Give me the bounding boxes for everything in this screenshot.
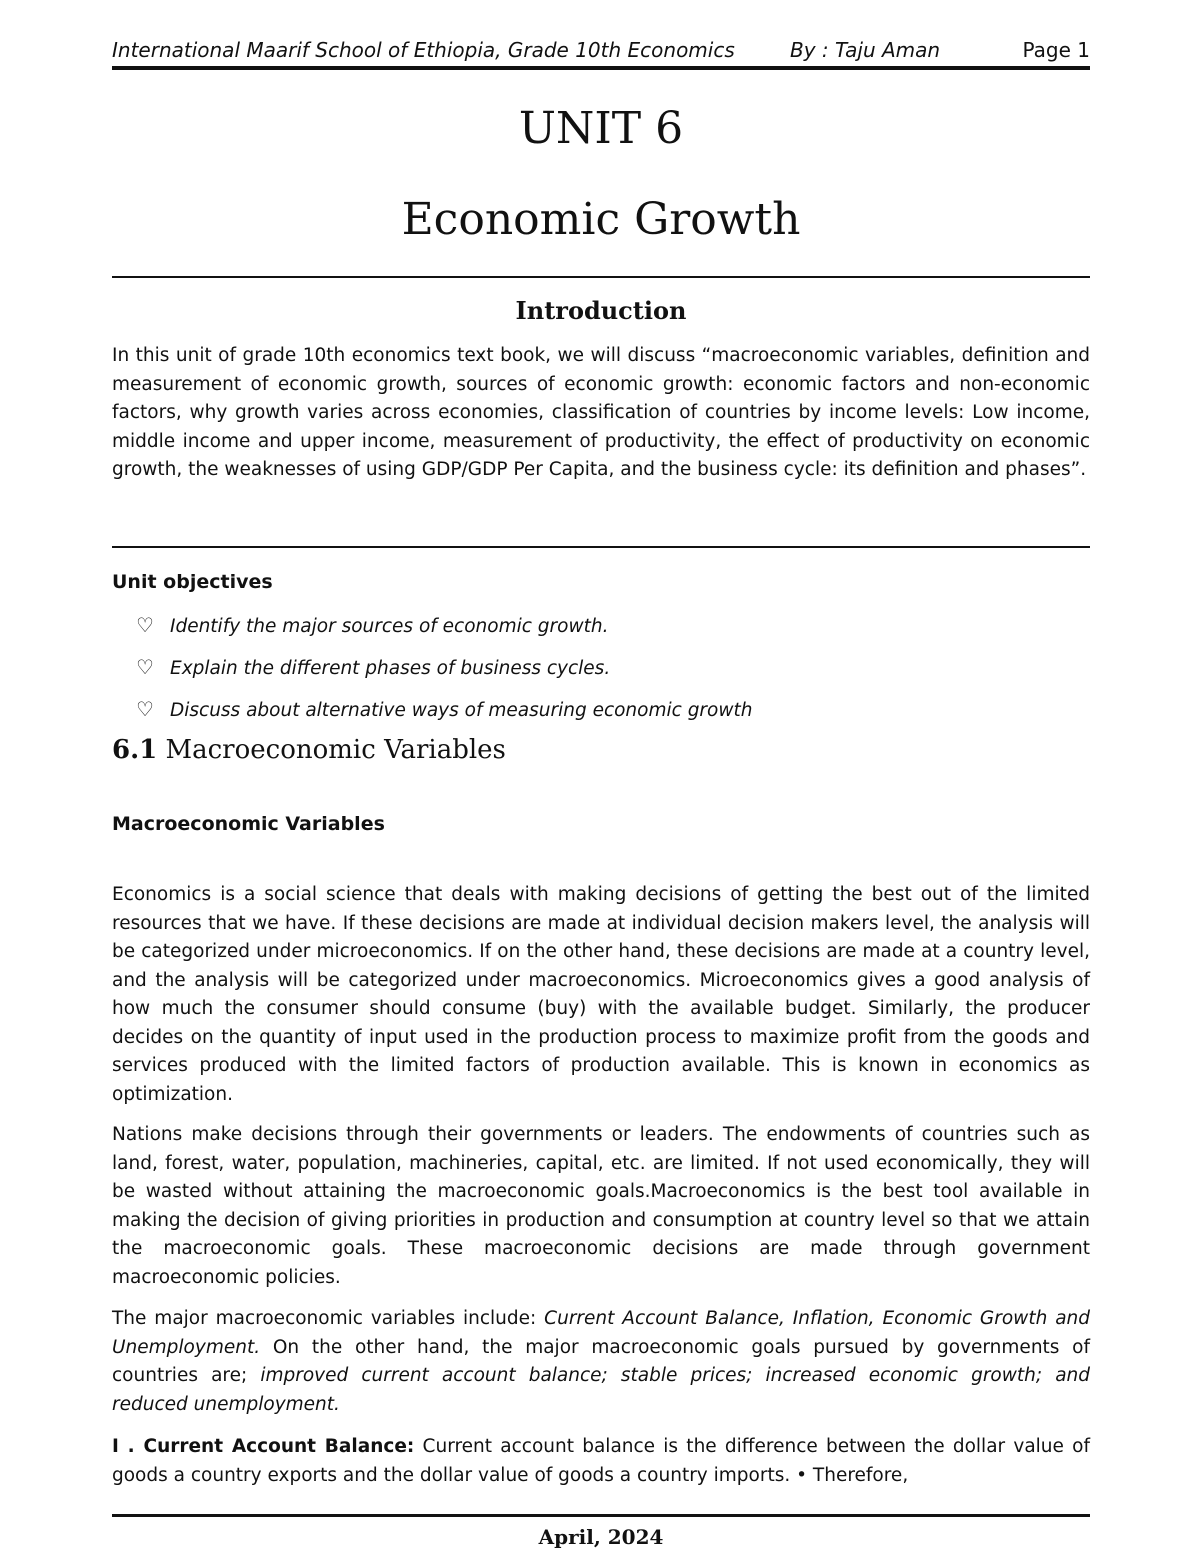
header-page-number: Page 1	[1022, 38, 1090, 62]
running-header	[112, 38, 1090, 68]
paragraph-middle-run: On the other hand, the major macroeconomic goals pursued by governments of countries are;	[112, 1336, 1090, 1386]
footer-date: April, 2024	[538, 1525, 664, 1549]
objective-item	[136, 652, 1086, 694]
variables-list: Current Account Balance, Inflation, Economic Growth and Unemployment.	[112, 1308, 1090, 1358]
objectives-heading: Unit objectives	[112, 571, 273, 593]
objective-item	[136, 694, 1086, 736]
goals-list: improved current account balance; stable prices; increased economic growth; and reduced unemployment.	[112, 1365, 1090, 1415]
paragraph-current-account	[112, 1433, 1090, 1490]
paragraph-macro-variables	[112, 1305, 1090, 1419]
section-heading	[112, 732, 506, 768]
current-account-label: I . Current Account Balance:	[112, 1436, 415, 1457]
paragraph-economics-definition: Economics is a social science that deals with making decisions of getting the best out of the limited resources that we have. If these decisions are made at individual decision makers level, the analysis will be categorized under microeconomics. If on the other hand, these decisions are made at a country level, and the analysis will be categorized under macroeconomics. Microeconomics gives a good analysis of how much the consumer should consume (buy) with the available budget. Similarly, the producer decides on the quantity of input used in the production process to maximize profit from the goods and services produced with the limited factors of production available. This is known in economics as optimization.	[112, 884, 1090, 1105]
header-author: By : Taju Aman	[790, 38, 941, 62]
section-title: Macroeconomic Variables	[165, 735, 506, 765]
section-number: 6.1	[112, 735, 158, 765]
paragraph-nations-decisions: Nations make decisions through their governments or leaders. The endowments of countries such as land, forest, water, population, machineries, capital, etc. are limited. If not used economically, they will be wasted without attaining the macroeconomic goals.Macroeconomics is the best tool available in making the decision of giving priorities in production and consumption at country level so that we attain the macroeconomic goals. These macroeconomic decisions are made through government macroeconomic policies.	[112, 1124, 1090, 1288]
heart-bullet-icon: ♡	[136, 655, 154, 679]
introduction-rule	[112, 546, 1090, 548]
objective-text: Explain the different phases of business cycles.	[170, 658, 611, 679]
current-account-text: Current account balance is the difference between the dollar value of goods a country exports and the dollar value of goods a country imports. • Therefore,	[112, 1436, 1090, 1486]
paragraph-intro-run: The major macroeconomic variables include:	[112, 1308, 545, 1329]
objective-text: Discuss about alternative ways of measuring economic growth	[170, 700, 753, 721]
header-school-course: International Maarif School of Ethiopia, Grade 10th Economics	[112, 38, 735, 62]
objective-text: Identify the major sources of economic growth.	[170, 616, 609, 637]
introduction-text: In this unit of grade 10th economics text book, we will discuss “macroeconomic variables, definition and measurement of economic growth, sources of economic growth: economic factors and non-economic factors, why growth varies across economies, classification of countries by income levels: Low income, middle income and upper income, measurement of productivity, the effect of productivity on economic growth, the weaknesses of using GDP/GDP Per Capita, and the business cycle: its definition and phases”.	[112, 345, 1090, 480]
header-rule	[112, 66, 1090, 70]
footer-rule	[112, 1514, 1090, 1517]
introduction-heading: Introduction	[515, 296, 687, 325]
chapter-title: Economic Growth	[401, 194, 801, 245]
heart-bullet-icon: ♡	[136, 697, 154, 721]
heart-bullet-icon: ♡	[136, 613, 154, 637]
subsection-heading: Macroeconomic Variables	[112, 813, 385, 835]
objectives-list	[136, 610, 1086, 736]
objective-item	[136, 610, 1086, 652]
document-page	[112, 0, 1090, 1553]
unit-title: UNIT 6	[518, 103, 684, 154]
title-rule	[112, 276, 1090, 278]
